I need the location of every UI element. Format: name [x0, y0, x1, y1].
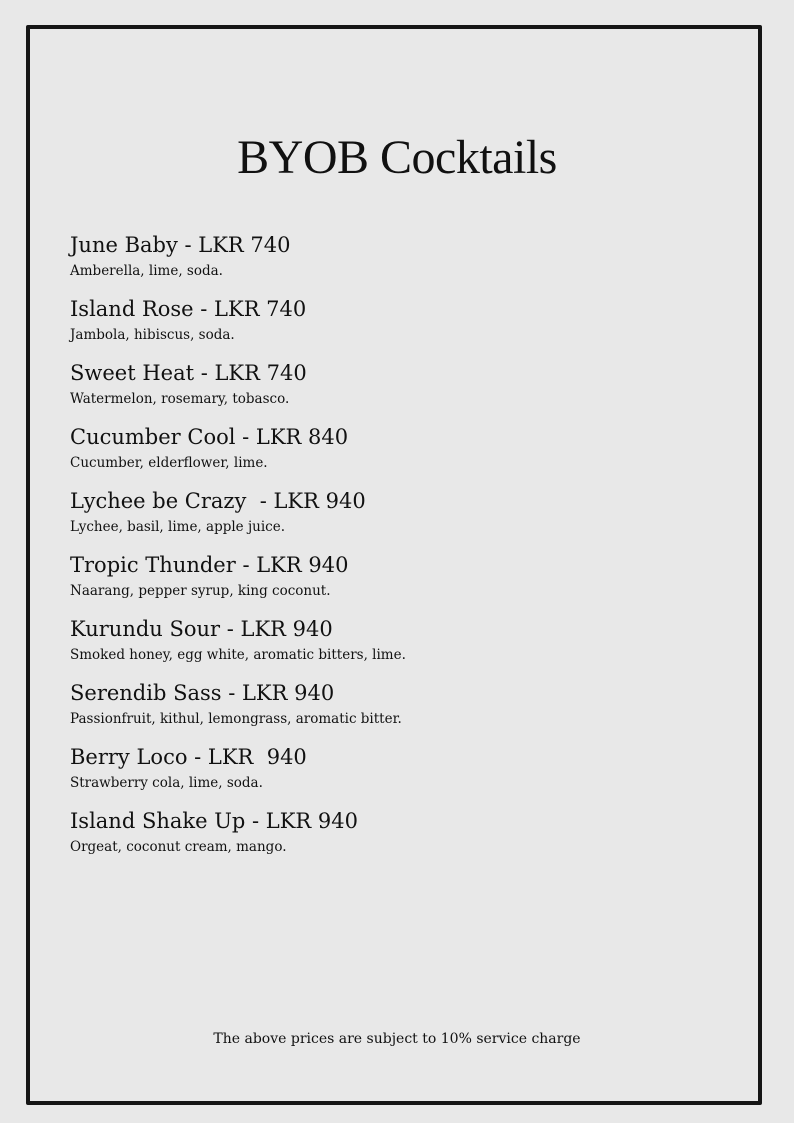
menu-item [70, 486, 730, 550]
item-name-price: Lychee be Crazy - LKR 940 [70, 489, 366, 513]
item-description: Amberella, lime, soda. [70, 263, 223, 279]
item-description: Naarang, pepper syrup, king coconut. [70, 583, 331, 599]
item-description: Orgeat, coconut cream, mango. [70, 839, 287, 855]
item-name-price: Island Rose - LKR 740 [70, 297, 307, 321]
item-name-price: Serendib Sass - LKR 940 [70, 681, 335, 705]
menu-item [70, 230, 730, 294]
menu-item [70, 294, 730, 358]
menu-item [70, 678, 730, 742]
menu-item [70, 422, 730, 486]
item-description: Jambola, hibiscus, soda. [70, 327, 235, 343]
item-description: Smoked honey, egg white, aromatic bitters, lime. [70, 647, 406, 663]
menu-item [70, 550, 730, 614]
item-description: Watermelon, rosemary, tobasco. [70, 391, 290, 407]
cocktail-list [70, 230, 730, 870]
menu-item [70, 806, 730, 870]
item-name-price: June Baby - LKR 740 [70, 233, 291, 257]
item-name-price: Cucumber Cool - LKR 840 [70, 425, 349, 449]
item-description: Cucumber, elderflower, lime. [70, 455, 268, 471]
item-name-price: Sweet Heat - LKR 740 [70, 361, 307, 385]
menu-item [70, 742, 730, 806]
item-name-price: Tropic Thunder - LKR 940 [70, 553, 349, 577]
service-charge-note: The above prices are subject to 10% service charge [213, 1031, 581, 1047]
menu-title: BYOB Cocktails [237, 131, 557, 184]
menu-item [70, 358, 730, 422]
item-description: Lychee, basil, lime, apple juice. [70, 519, 285, 535]
item-name-price: Island Shake Up - LKR 940 [70, 809, 359, 833]
item-name-price: Berry Loco - LKR 940 [70, 745, 307, 769]
item-name-price: Kurundu Sour - LKR 940 [70, 617, 333, 641]
item-description: Passionfruit, kithul, lemongrass, aromatic bitter. [70, 711, 402, 727]
item-description: Strawberry cola, lime, soda. [70, 775, 263, 791]
menu-item [70, 614, 730, 678]
